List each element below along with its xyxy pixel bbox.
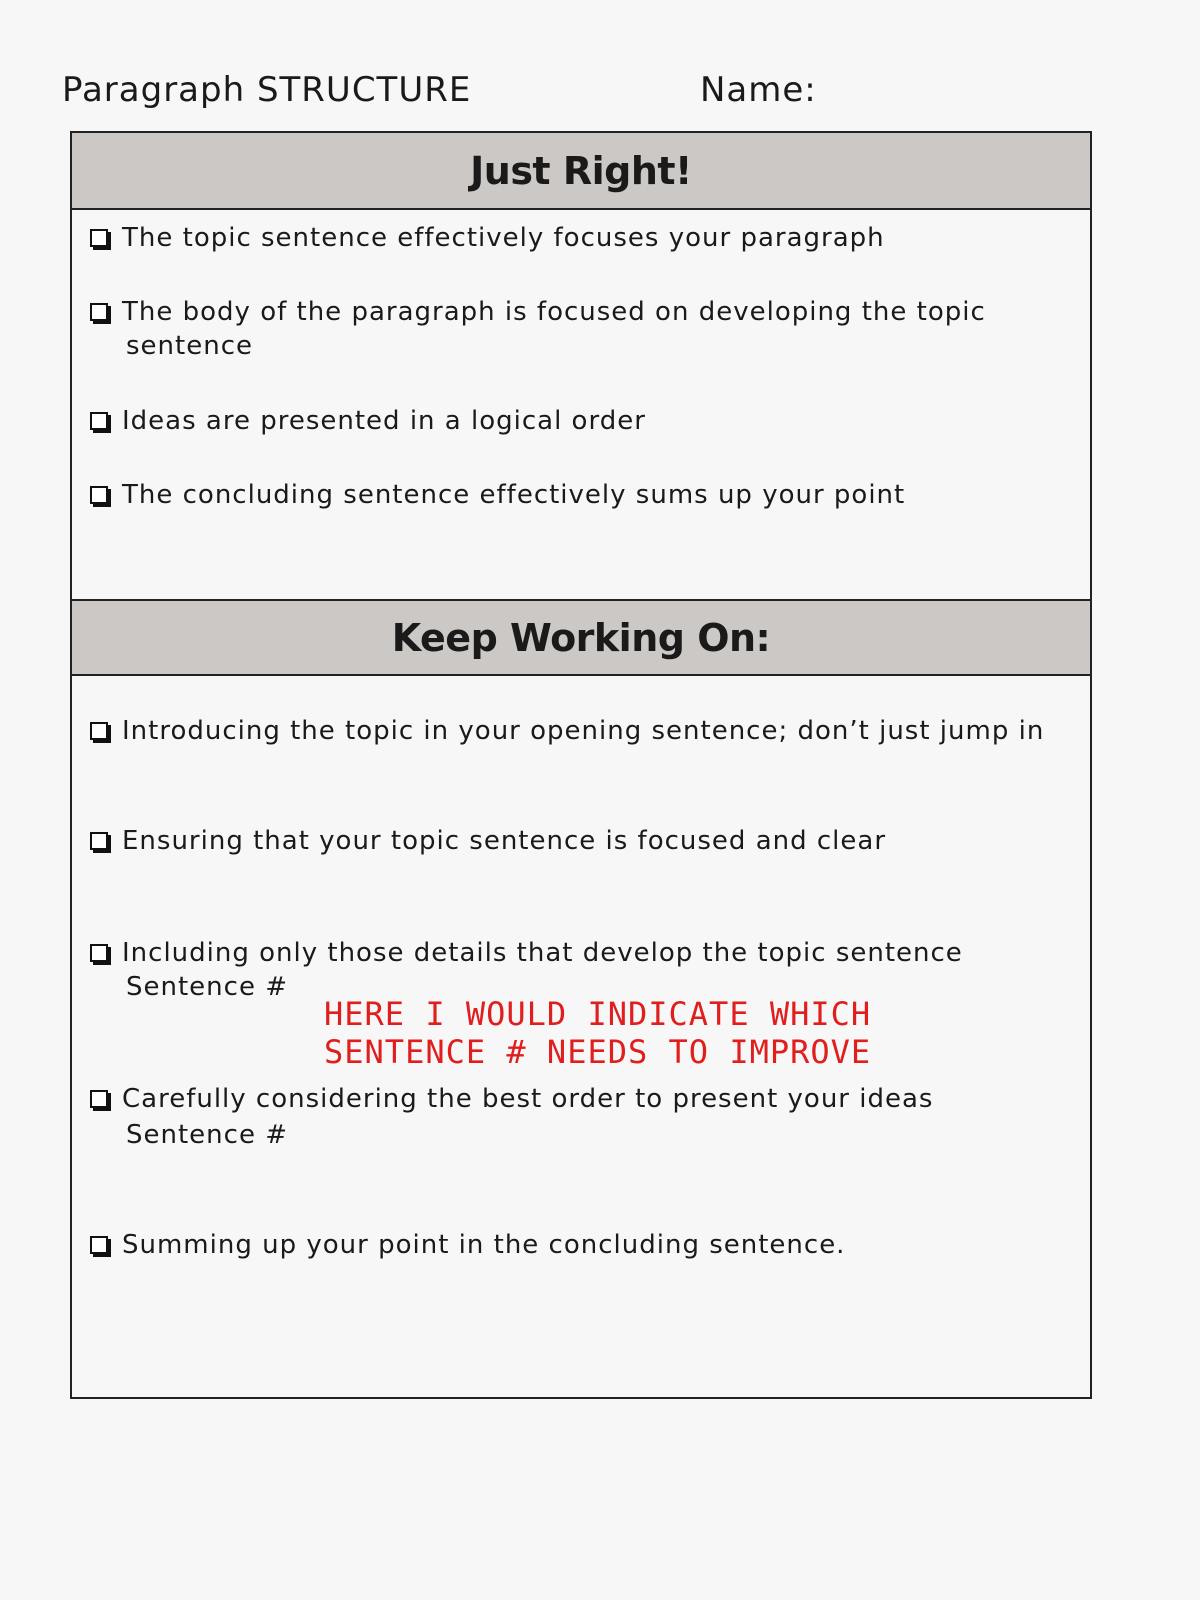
item-text: The body of the paragraph is focused on developing the topic [122, 297, 986, 327]
item-text-continued: sentence [126, 331, 253, 361]
name-label: Name: [700, 70, 817, 110]
item-text: The concluding sentence effectively sums up your point [122, 480, 906, 510]
keep-working-item-1 [90, 713, 1044, 749]
just-right-item-1 [90, 220, 885, 256]
keep-working-item-2 [90, 823, 886, 859]
keep-working-header: Keep Working On: [72, 599, 1090, 676]
just-right-item-4 [90, 477, 905, 513]
checkbox[interactable] [90, 486, 108, 504]
just-right-item-2 [90, 294, 986, 330]
keep-working-item-5 [90, 1227, 845, 1263]
checkbox[interactable] [90, 303, 108, 321]
checkbox[interactable] [90, 722, 108, 740]
sentence-number-label: Sentence # [126, 972, 288, 1002]
checkbox[interactable] [90, 412, 108, 430]
page-title: Paragraph STRUCTURE [62, 70, 472, 110]
checkbox[interactable] [90, 944, 108, 962]
teacher-note-line-2: SENTENCE # NEEDS TO IMPROVE [324, 1033, 872, 1071]
checkbox[interactable] [90, 832, 108, 850]
keep-working-item-3 [90, 935, 963, 971]
checkbox[interactable] [90, 1236, 108, 1254]
item-text: Ensuring that your topic sentence is focused and clear [122, 826, 887, 856]
item-text: The topic sentence effectively focuses your paragraph [122, 223, 885, 253]
item-text: Ideas are presented in a logical order [122, 406, 646, 436]
teacher-note [324, 995, 871, 1071]
checkbox[interactable] [90, 229, 108, 247]
rubric-table [70, 131, 1092, 1399]
item-text: Introducing the topic in your opening sentence; don’t just jump in [122, 716, 1045, 746]
teacher-note-line-1: HERE I WOULD INDICATE WHICH [324, 995, 872, 1033]
just-right-header: Just Right! [72, 133, 1090, 210]
just-right-item-3 [90, 403, 646, 439]
item-text: Summing up your point in the concluding sentence. [122, 1230, 846, 1260]
checkbox[interactable] [90, 1090, 108, 1108]
item-text: Carefully considering the best order to present your ideas [122, 1084, 934, 1114]
item-text: Including only those details that develop the topic sentence [122, 938, 963, 968]
sentence-number-label: Sentence # [126, 1120, 288, 1150]
keep-working-item-4 [90, 1081, 933, 1117]
